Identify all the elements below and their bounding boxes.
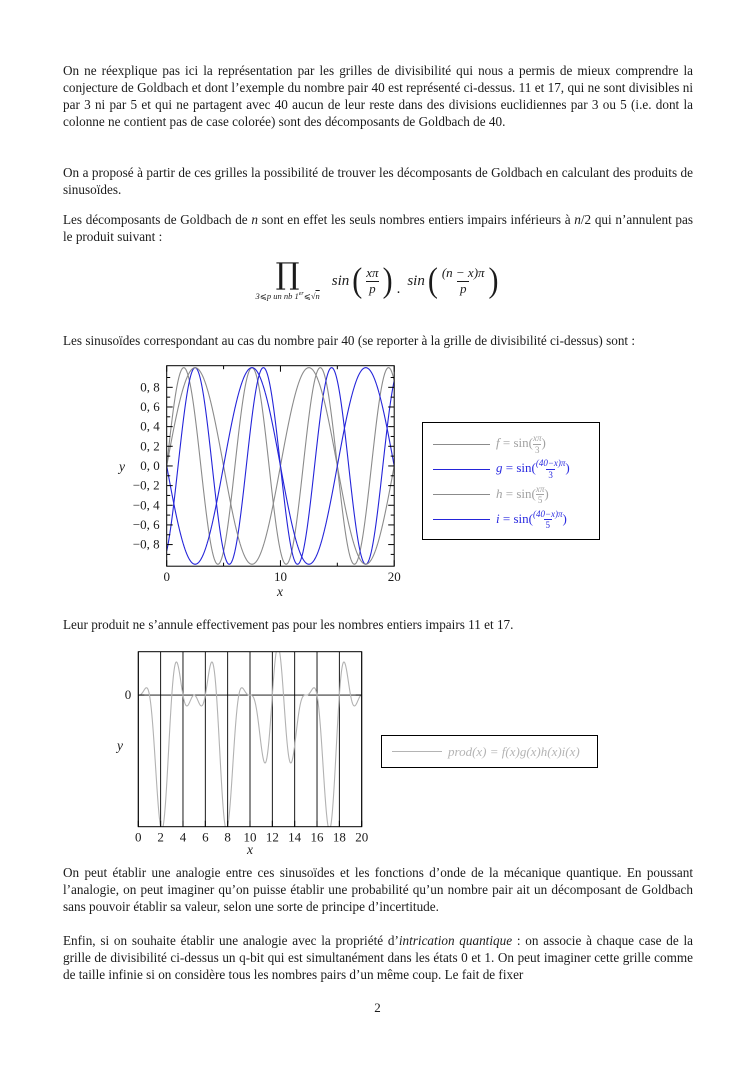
y-tick-label: −0, 8 xyxy=(132,536,160,552)
text-run: qui n’annulent pas le produit suivant : xyxy=(63,212,694,244)
legend-label: f = sin( $\frac{x\pi}{3}$ ) xyxy=(496,433,546,455)
y-tick-label: −0, 2 xyxy=(132,477,160,493)
fraction-x-pi-p: $\frac{x\pi}{p}$ xyxy=(366,264,379,296)
math-n: n xyxy=(251,212,258,227)
text-run: : on associe à chaque case de la grille de divisibilité ci-dessus un q-bit qui est simultanément dans les états 0 et 1. On peut imaginer cette grille comme de taille infinie si on considère tous les nombres pairs d’un même coup. Le fait de fixer xyxy=(63,933,693,982)
x-tick-label: 18 xyxy=(332,829,346,845)
y-tick-label: 0, 4 xyxy=(140,418,160,434)
legend-entry-g xyxy=(433,457,595,481)
legend-line-sample xyxy=(433,444,490,445)
left-paren: ( xyxy=(427,261,438,300)
y-tick-label: 0, 6 xyxy=(140,398,160,414)
sine-plot-legend xyxy=(422,422,600,540)
paragraph-sinusoides: Les sinusoïdes correspondant au cas du nombre pair 40 (se reporter à la grille de divisibilité ci-dessus) sont : xyxy=(63,333,636,348)
legend-label: h = sin( $\frac{x\pi}{5}$ ) xyxy=(496,483,549,506)
page-number: 2 xyxy=(374,1000,381,1015)
product-operator-group xyxy=(255,257,320,302)
paragraph-proposition: On a proposé à partir de ces grilles la possibilité de trouver les décomposants de Goldbach en calculant des produits de sinusoïdes. xyxy=(63,165,693,197)
product-subscript: 3⩽p un nb 1er⩽√n xyxy=(255,291,320,301)
x-tick-label: 20 xyxy=(355,829,369,845)
y-axis-label: y xyxy=(119,459,125,474)
x-axis-label: x xyxy=(247,842,253,857)
right-paren: ) xyxy=(382,261,393,300)
x-tick-label: 8 xyxy=(224,829,231,845)
paragraph-intrication xyxy=(63,932,693,983)
paragraph-decomposants xyxy=(63,211,693,245)
x-tick-label: 14 xyxy=(288,829,302,845)
sin-function: sin xyxy=(331,272,350,289)
x-tick-label: 4 xyxy=(179,829,187,845)
y-tick-label: 0, 0 xyxy=(140,457,160,473)
paragraph-analogie-onde: On peut établir une analogie entre ces sinusoïdes et les fonctions d’onde de la mécanique quantique. En poussant l’analogie, on peut imaginer qu’on puisse établir une probabilité qu’un nombre pair ait un décomposant de Goldbach sans pouvoir établir sa valeur, selon une sorte de principe d’incertitude. xyxy=(63,865,693,914)
x-tick-label: 12 xyxy=(265,829,279,845)
legend-line-sample xyxy=(433,519,490,520)
y-tick-label: 0, 8 xyxy=(140,379,160,395)
text-run: sont en effet les seuls nombres entiers impairs inférieurs à xyxy=(257,212,575,227)
x-tick-label: 2 xyxy=(157,829,164,845)
product-symbol: ∏ xyxy=(275,257,300,292)
text-run: /2 xyxy=(580,212,592,227)
legend-entry-prod xyxy=(392,740,580,764)
y-tick-label: 0, 2 xyxy=(140,438,160,454)
legend-label: g = sin( $\frac{(40-x)\pi}{3}$ ) xyxy=(496,458,570,480)
product-plot-legend xyxy=(381,735,598,768)
y-tick-label: −0, 6 xyxy=(132,516,160,532)
legend-label: i = sin( $\frac{(40-x)\pi}{5}$ ) xyxy=(496,509,567,531)
legend-label: prod(x) = f(x)g(x)h(x)i(x) xyxy=(448,743,580,759)
legend-line-sample xyxy=(433,469,490,470)
x-tick-label: 10 xyxy=(243,829,257,845)
math-n: n xyxy=(574,212,581,227)
paragraph-produit: Leur produit ne s’annule effectivement pas pour les nombres entiers impairs 11 et 17. xyxy=(63,617,514,632)
paragraph-intro-grilles: On ne réexplique pas ici la représentation par les grilles de divisibilité qui nous a permis de mieux comprendre la conjecture de Goldbach et dont l’exemple du nombre pair 40 est représenté ci-dessus. 11 et 17, qui ne sont divisibles ni par 3 ni par 5 et qui ne partagent avec 40 aucun de leur reste dans des divisions euclidiennes par 3 ou 5 (i.e. dont la colonne ne contient pas de case colorée) sont des décomposants de Goldbach de 40. xyxy=(63,63,693,129)
fraction-n-minus-x-pi-p: $\frac{(n - x)\pi}{p}$ xyxy=(441,264,485,296)
text-run: Les décomposants de Goldbach de xyxy=(63,212,252,227)
italic-intrication: intrication quantique xyxy=(398,933,513,948)
y-tick-label: −0, 4 xyxy=(132,497,160,513)
legend-entry-i xyxy=(433,508,595,532)
legend-line-sample xyxy=(392,751,442,752)
legend-entry-h xyxy=(433,483,595,507)
text-run: Enfin, si on souhaite établir une analogie avec la propriété d’ xyxy=(63,933,399,948)
legend-line-sample xyxy=(433,494,490,495)
y-tick-label: 0 xyxy=(124,687,132,703)
x-tick-label: 0 xyxy=(163,569,170,585)
y-axis-label: y xyxy=(117,738,123,753)
x-tick-label: 0 xyxy=(135,829,142,845)
sin-function: sin xyxy=(407,272,425,289)
x-tick-label: 6 xyxy=(202,829,209,845)
x-tick-label: 16 xyxy=(310,829,324,845)
right-paren: ) xyxy=(488,261,499,300)
multiplication-dot: . xyxy=(396,281,401,297)
x-tick-label: 20 xyxy=(387,569,401,585)
legend-entry-f xyxy=(433,432,595,456)
left-paren: ( xyxy=(352,261,363,300)
x-tick-label: 10 xyxy=(273,569,287,585)
x-axis-label: x xyxy=(277,584,283,599)
product-formula xyxy=(0,250,755,312)
